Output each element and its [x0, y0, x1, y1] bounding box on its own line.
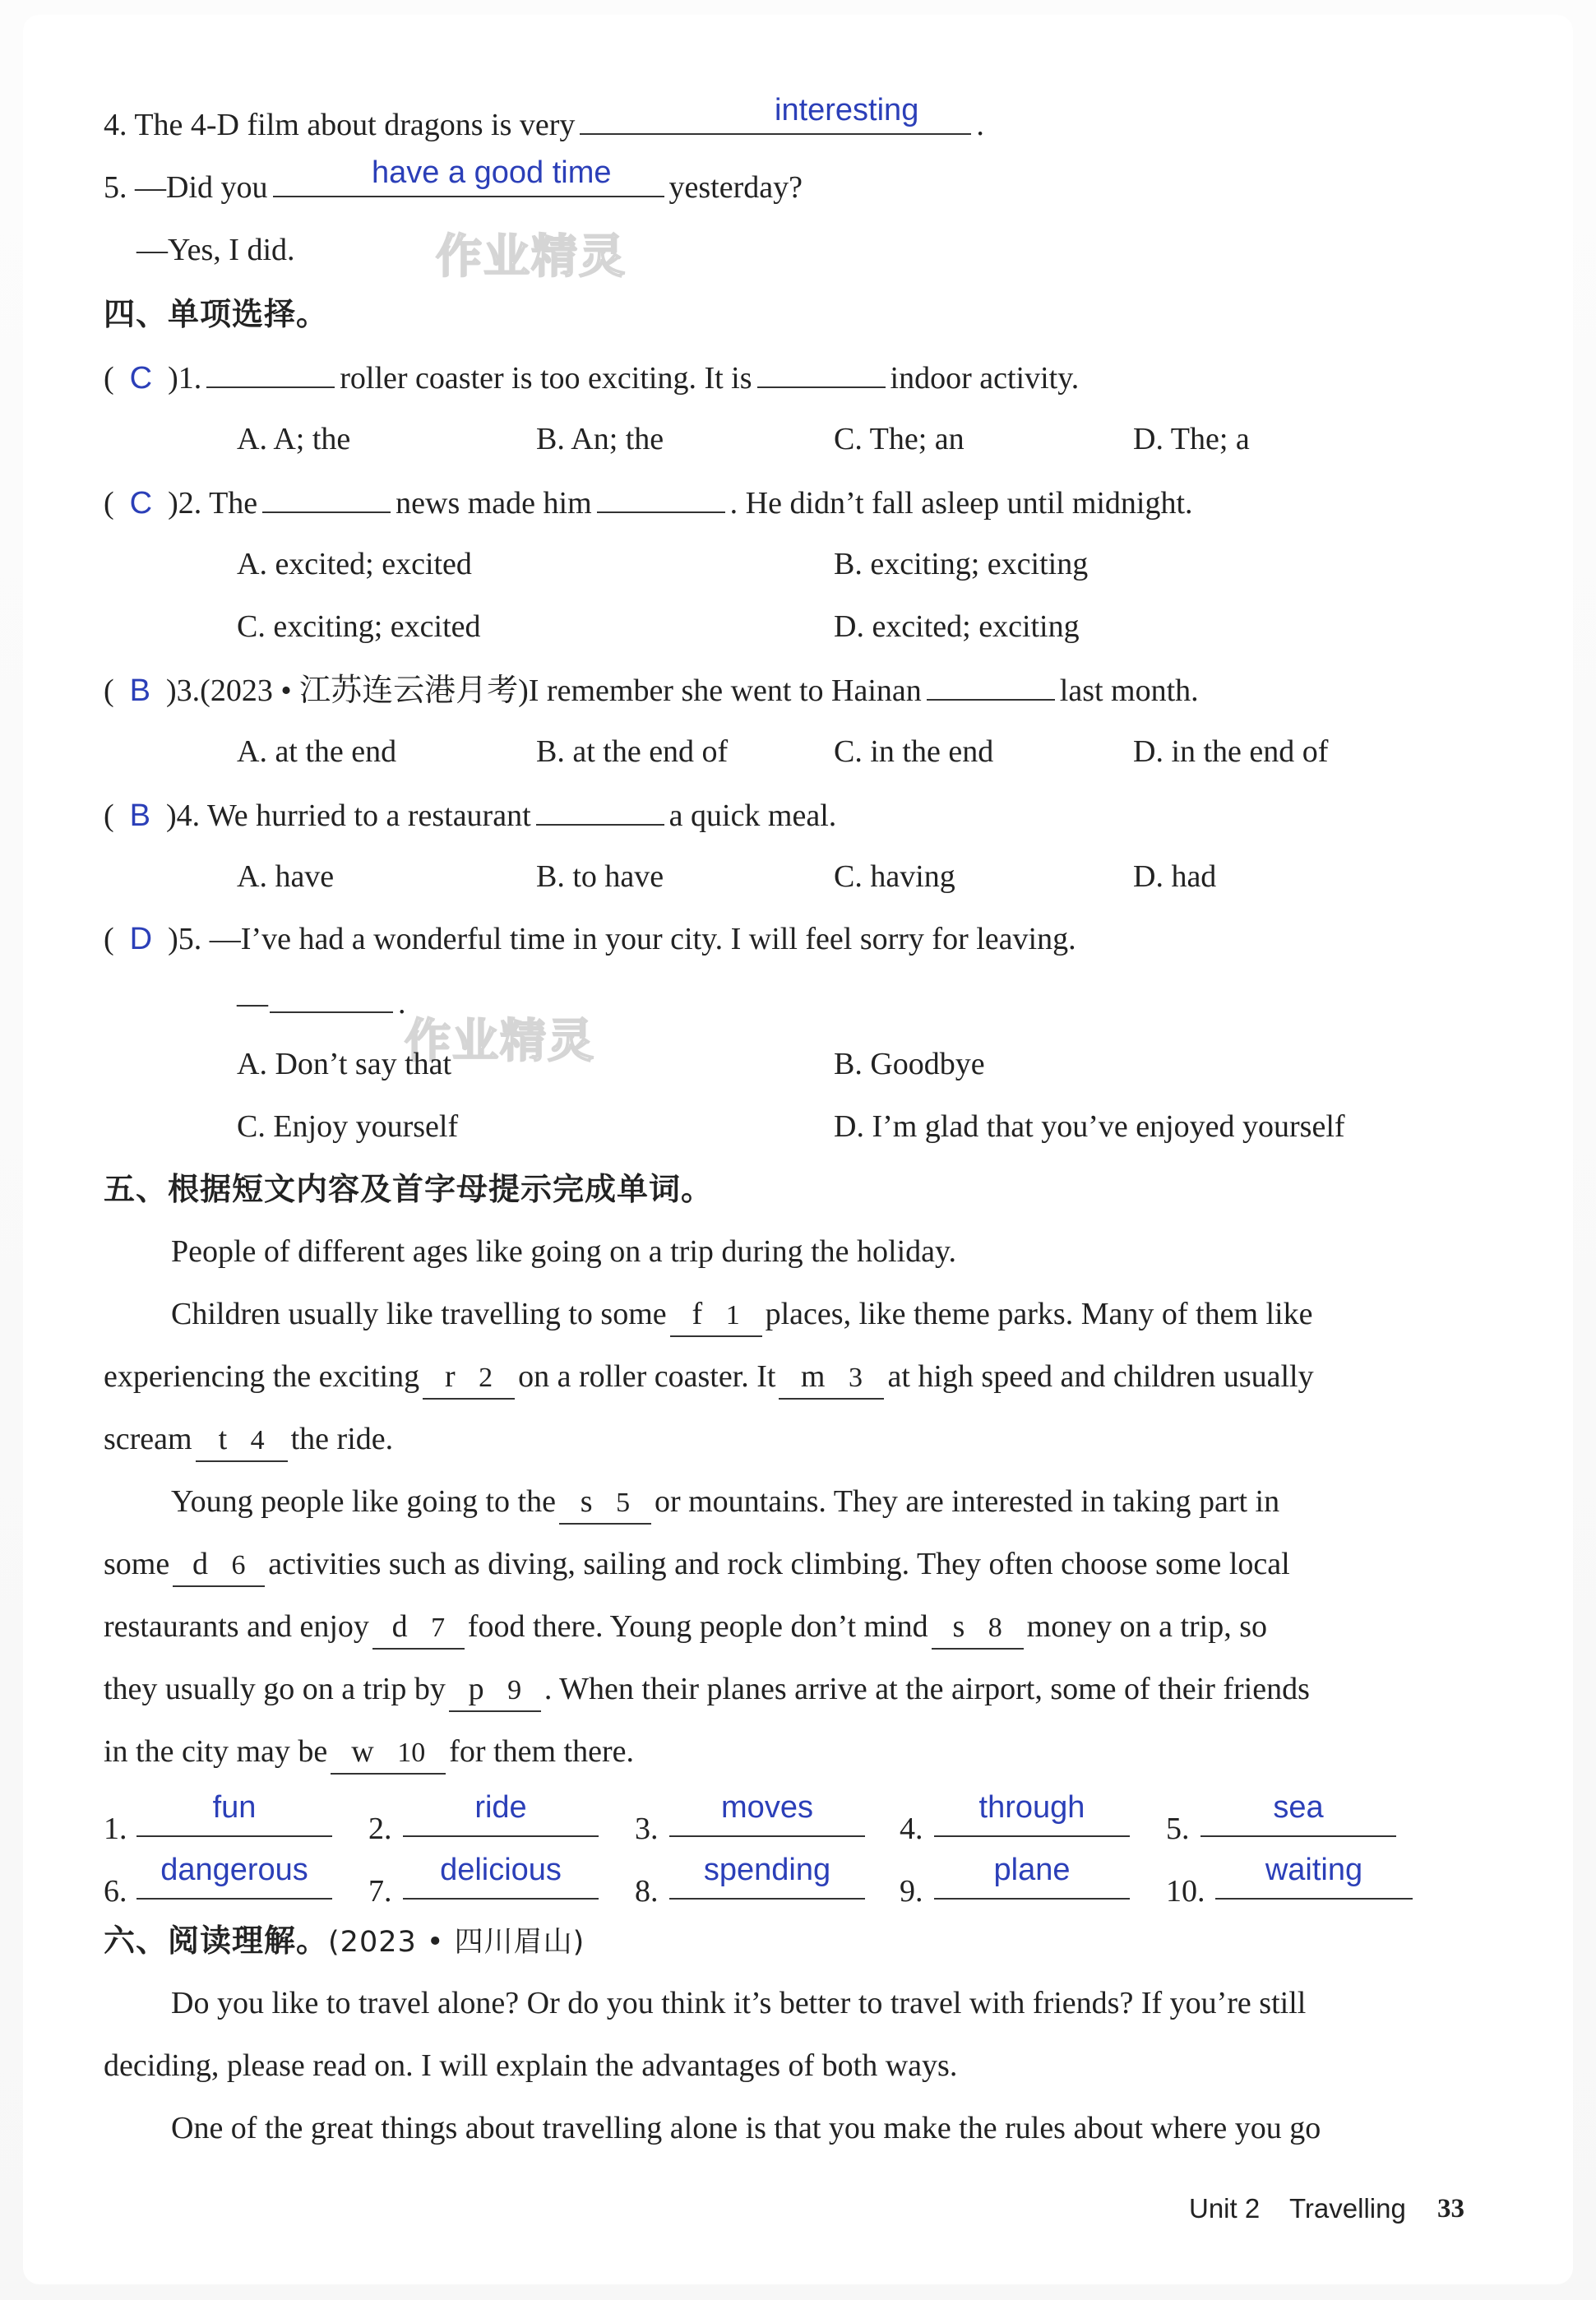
- answer-label-9: 9.: [900, 1874, 923, 1909]
- mc-q5-answer: D: [129, 922, 153, 956]
- mc-q2-option-c[interactable]: C. exciting; excited: [237, 609, 481, 644]
- answer-label-10: 10.: [1166, 1874, 1205, 1909]
- answer-label-3: 3.: [635, 1812, 659, 1846]
- blank-7[interactable]: [372, 1607, 465, 1650]
- passage-text: they usually go on a trip by: [104, 1672, 446, 1706]
- passage-line-6: [104, 1544, 1290, 1587]
- answer-3[interactable]: moves: [721, 1790, 813, 1825]
- item-5-text: 5. —Did you: [104, 170, 268, 205]
- blank-6[interactable]: [173, 1544, 265, 1587]
- passage-text: scream: [104, 1422, 192, 1456]
- mc-q3-option-c[interactable]: C. in the end: [834, 734, 994, 769]
- answer-1[interactable]: fun: [212, 1790, 257, 1825]
- mc-q1: ( C )1. roller coaster is too exciting. It is indoor activity.: [104, 357, 1079, 398]
- mc-q2-num: )2. The: [168, 486, 258, 521]
- mc-q3-option-a[interactable]: A. at the end: [237, 734, 397, 769]
- passage-text: restaurants and enjoy: [104, 1609, 369, 1644]
- answer-2[interactable]: ride: [474, 1790, 527, 1825]
- blank-letter: t: [218, 1422, 228, 1456]
- mc-q5-option-b[interactable]: B. Goodbye: [834, 1047, 985, 1081]
- answer-9[interactable]: plane: [993, 1853, 1071, 1887]
- section-4-title: 四、单项选择。: [104, 296, 329, 332]
- blank-8[interactable]: [932, 1607, 1024, 1650]
- mc-q1-answer: C: [129, 361, 153, 396]
- answer-line-8: [669, 1898, 865, 1900]
- blank-10[interactable]: [331, 1732, 446, 1775]
- mc-q1-blank-2[interactable]: [757, 357, 886, 388]
- answer-line-3: [669, 1835, 865, 1837]
- passage-text: activities such as diving, sailing and rock climbing. They often choose some local: [268, 1547, 1290, 1581]
- blank-4[interactable]: [196, 1419, 288, 1462]
- passage-line-9: [104, 1732, 634, 1775]
- blank-number: 6: [231, 1550, 246, 1580]
- mc-q4-option-b[interactable]: B. to have: [536, 859, 664, 894]
- passage-text: for them there.: [449, 1734, 634, 1769]
- mc-q5-option-c[interactable]: C. Enjoy yourself: [237, 1109, 459, 1144]
- passage-text: money on a trip, so: [1026, 1609, 1268, 1644]
- answer-label-8: 8.: [635, 1874, 659, 1909]
- mc-q4-option-a[interactable]: A. have: [237, 859, 335, 894]
- mc-q3-blank[interactable]: [927, 669, 1055, 701]
- mc-q2-option-d[interactable]: D. excited; exciting: [834, 609, 1080, 644]
- watermark-logo: 作业精灵: [436, 230, 627, 284]
- mc-q1-blank-1[interactable]: [206, 357, 335, 388]
- passage-line-2: [171, 1294, 1312, 1337]
- item-5-answer: have a good time: [372, 155, 612, 190]
- blank-letter: d: [192, 1547, 208, 1581]
- answer-5[interactable]: sea: [1273, 1790, 1324, 1825]
- mc-q1-text: roller coaster is too exciting. It is: [340, 361, 752, 396]
- mc-q3-answer: B: [129, 673, 151, 708]
- mc-q1-option-d[interactable]: D. The; a: [1133, 422, 1250, 456]
- reading-line-2: deciding, please read on. I will explain the advantages of both ways.: [104, 2048, 958, 2083]
- blank-number: 2: [479, 1363, 493, 1393]
- blank-number: 4: [250, 1425, 265, 1455]
- blank-letter: r: [445, 1359, 456, 1394]
- passage-text: the ride.: [290, 1422, 394, 1456]
- mc-q4-option-d[interactable]: D. had: [1133, 859, 1217, 894]
- blank-number: 7: [431, 1613, 446, 1643]
- blank-3[interactable]: [779, 1357, 884, 1400]
- mc-q5-dash: —: [237, 986, 268, 1020]
- mc-q5-blank[interactable]: [270, 982, 393, 1013]
- passage-line-1: People of different ages like going on a trip during the holiday.: [171, 1234, 957, 1269]
- answer-10[interactable]: waiting: [1265, 1853, 1363, 1887]
- answer-8[interactable]: spending: [703, 1853, 831, 1887]
- mc-q1-option-a[interactable]: A. A; the: [237, 422, 351, 456]
- mc-q5-response: — .: [237, 982, 406, 1023]
- answer-line-5: [1200, 1835, 1396, 1837]
- mc-q1-num: )1.: [168, 361, 202, 396]
- answer-line-1: [136, 1835, 332, 1837]
- mc-q2-option-b[interactable]: B. exciting; exciting: [834, 547, 1089, 581]
- section-5-title: 五、根据短文内容及首字母提示完成单词。: [104, 1171, 714, 1207]
- passage-text: . When their planes arrive at the airport, some of their friends: [544, 1672, 1310, 1706]
- passage-line-8: [104, 1669, 1310, 1712]
- mc-q1-end: indoor activity.: [890, 361, 1080, 396]
- reading-line-1: Do you like to travel alone? Or do you think it’s better to travel with friends? If you’re still: [171, 1986, 1307, 2020]
- passage-text: some: [104, 1547, 170, 1581]
- passage-text: at high speed and children usually: [887, 1359, 1314, 1394]
- blank-letter: d: [391, 1609, 408, 1644]
- item-4-end: .: [976, 108, 984, 142]
- mc-q2-end: . He didn’t fall asleep until midnight.: [729, 486, 1193, 521]
- mc-q3-text: )3.(2023 • 江苏连云港月考)I remember she went to Hainan: [166, 673, 922, 708]
- blank-number: 1: [725, 1300, 740, 1330]
- passage-line-7: [104, 1607, 1267, 1650]
- section-6-heading: [104, 1921, 585, 1962]
- mc-q2-blank-1[interactable]: [262, 482, 391, 513]
- item-5-reply: —Yes, I did.: [136, 233, 295, 267]
- mc-q2: ( C )2. The news made him . He didn’t fall asleep until midnight.: [104, 482, 1193, 523]
- passage-text: experiencing the exciting: [104, 1359, 420, 1394]
- section-6-source: (2023 • 四川眉山): [328, 1926, 585, 1959]
- answer-label-4: 4.: [900, 1812, 923, 1846]
- blank-letter: s: [952, 1609, 965, 1644]
- passage-text: on a roller coaster. It: [518, 1359, 776, 1394]
- answer-line-4: [934, 1835, 1130, 1837]
- answer-label-7: 7.: [368, 1874, 392, 1909]
- passage-text: food there. Young people don’t mind: [467, 1609, 928, 1644]
- answer-line-6: [136, 1898, 332, 1900]
- passage-line-5: [171, 1482, 1279, 1525]
- answer-label-1: 1.: [104, 1812, 127, 1846]
- mc-q4: ( B )4. We hurried to a restaurant a quick meal.: [104, 794, 836, 835]
- blank-letter: p: [468, 1672, 484, 1706]
- passage-text: or mountains. They are interested in taking part in: [654, 1484, 1280, 1519]
- blank-number: 5: [616, 1488, 631, 1518]
- mc-q4-answer: B: [129, 798, 151, 833]
- answer-line-7: [403, 1898, 599, 1900]
- mc-q4-text: )4. We hurried to a restaurant: [166, 798, 531, 833]
- blank-number: 9: [507, 1675, 522, 1705]
- section-6-title: 六、阅读理解。: [104, 1923, 329, 1959]
- page-number: 33: [1437, 2194, 1464, 2224]
- mc-q2-text: news made him: [396, 486, 592, 521]
- answer-label-2: 2.: [368, 1812, 392, 1846]
- mc-q3-option-b[interactable]: B. at the end of: [536, 734, 729, 769]
- mc-q2-option-a[interactable]: A. excited; excited: [237, 547, 472, 581]
- blank-letter: s: [580, 1484, 593, 1519]
- mc-q2-blank-2[interactable]: [597, 482, 725, 513]
- blank-number: 10: [397, 1738, 426, 1768]
- answer-4[interactable]: through: [978, 1790, 1085, 1825]
- mc-q5-option-a[interactable]: A. Don’t say that: [237, 1047, 452, 1081]
- blank-9[interactable]: [449, 1669, 541, 1712]
- mc-q1-option-b[interactable]: B. An; the: [536, 422, 664, 456]
- blank-letter: m: [800, 1359, 826, 1394]
- mc-q4-option-c[interactable]: C. having: [834, 859, 955, 894]
- passage-text: places, like theme parks. Many of them like: [765, 1297, 1313, 1331]
- mc-q1-option-c[interactable]: C. The; an: [834, 422, 965, 456]
- blank-number: 8: [988, 1613, 1002, 1643]
- reading-line-3: One of the great things about travelling alone is that you make the rules about where you go: [171, 2111, 1321, 2145]
- footer-unit: Unit 2: [1189, 2193, 1261, 2224]
- blank-1[interactable]: [670, 1294, 762, 1337]
- mc-q5-option-d[interactable]: D. I’m glad that you’ve enjoyed yourself: [834, 1109, 1345, 1144]
- blank-number: 3: [848, 1363, 863, 1393]
- answer-6[interactable]: dangerous: [160, 1853, 308, 1887]
- mc-q3: ( B )3.(2023 • 江苏连云港月考)I remember she went to Hainan last month.: [104, 669, 1199, 710]
- mc-q3-end: last month.: [1059, 673, 1199, 708]
- answer-line-2: [403, 1835, 599, 1837]
- passage-line-4: [104, 1419, 393, 1462]
- mc-q5: ( D )5. —I’ve had a wonderful time in your city. I will feel sorry for leaving.: [104, 922, 1076, 956]
- passage-line-3: [104, 1357, 1314, 1400]
- blank-letter: f: [692, 1297, 703, 1331]
- passage-text: in the city may be: [104, 1734, 328, 1769]
- mc-q5-text: )5. —I’ve had a wonderful time in your city. I will feel sorry for leaving.: [168, 922, 1076, 956]
- blank-2[interactable]: [423, 1357, 515, 1400]
- footer-title: Travelling: [1289, 2193, 1406, 2224]
- answer-7[interactable]: delicious: [440, 1853, 562, 1887]
- passage-text: Children usually like travelling to some: [171, 1297, 667, 1331]
- mc-q3-option-d[interactable]: D. in the end of: [1133, 734, 1329, 769]
- passage-text: Young people like going to the: [171, 1484, 556, 1519]
- item-4-answer: interesting: [775, 93, 919, 127]
- answer-label-6: 6.: [104, 1874, 127, 1909]
- answer-line-10: [1215, 1898, 1413, 1900]
- answer-label-5: 5.: [1166, 1812, 1190, 1846]
- answer-line-9: [934, 1898, 1130, 1900]
- blank-letter: w: [351, 1734, 374, 1769]
- blank-5[interactable]: [559, 1482, 651, 1525]
- item-4-text: 4. The 4-D film about dragons is very: [104, 108, 576, 142]
- watermark-logo-2: 作业精灵: [405, 1015, 595, 1068]
- mc-q4-blank[interactable]: [536, 794, 664, 826]
- mc-q2-answer: C: [129, 486, 153, 521]
- item-5-end: yesterday?: [668, 170, 803, 205]
- mc-q4-end: a quick meal.: [668, 798, 837, 833]
